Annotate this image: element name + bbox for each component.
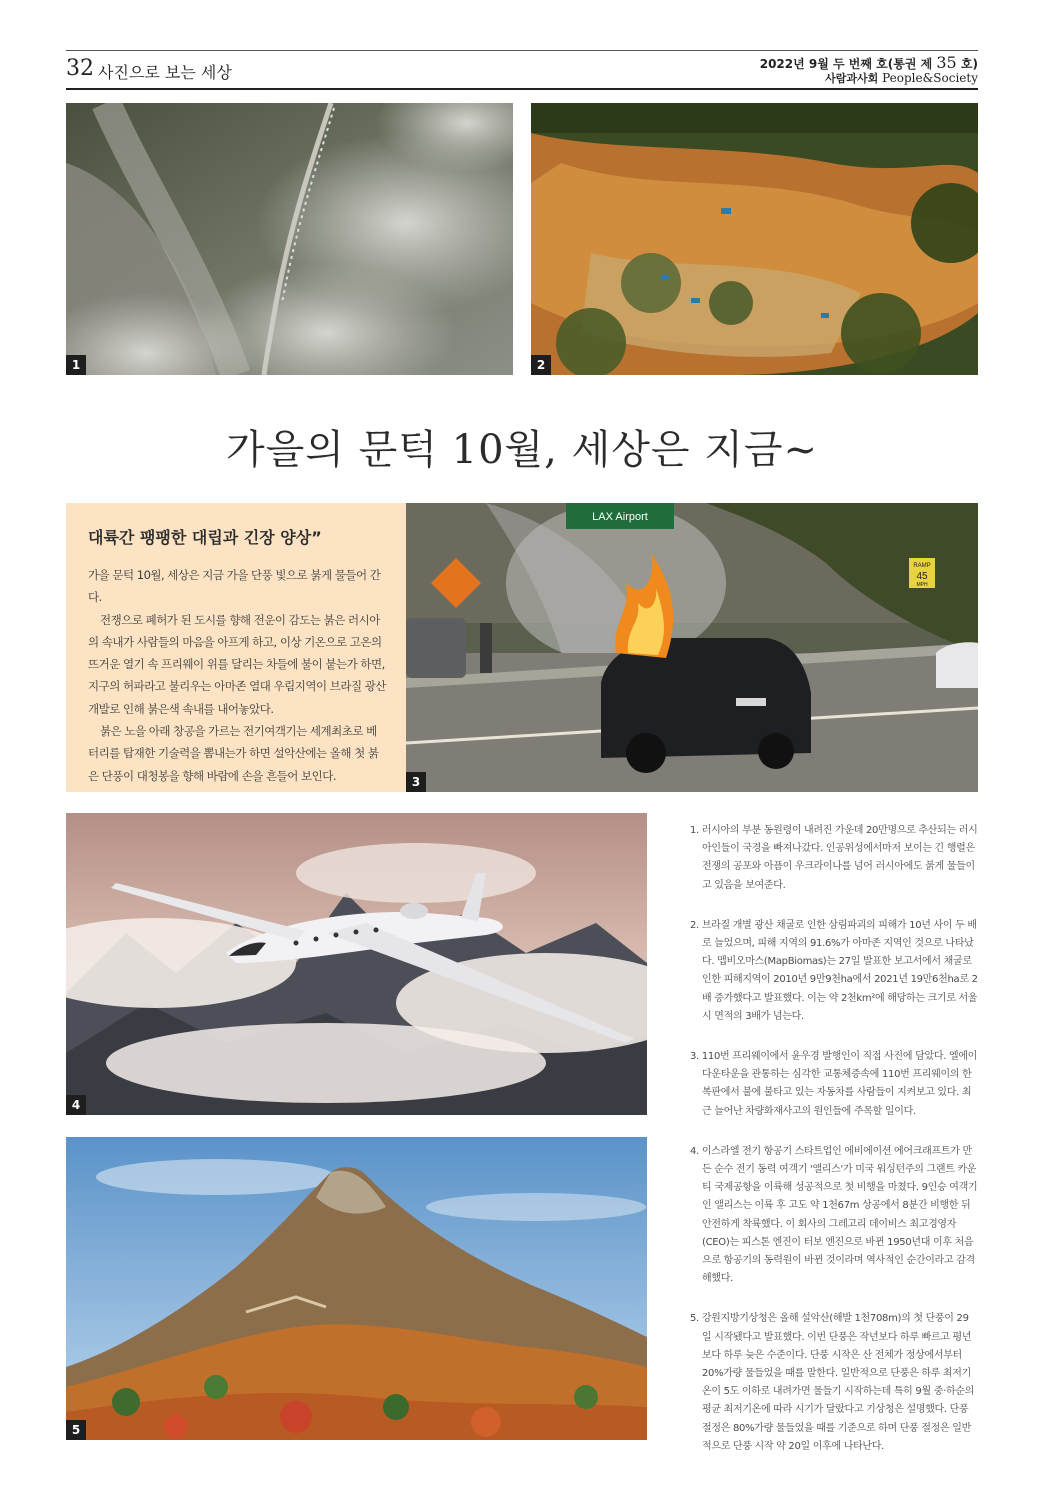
- issue-number: 35: [936, 53, 957, 72]
- headline: 가을의 문턱 10월, 세상은 지금~: [225, 427, 819, 473]
- caption-item: 4. 이스라엘 전기 항공기 스타트업인 에비에이션 에어크래프트가 만든 순수 전기 동력 여객기 '앨리스'가 미국 워싱턴주의 그랜트 카운티 국제공항을 이륙해 성공적으로 첫 비행을 마쳤다. 9인승 여객기인 앨리스는 이륙 후 고도 약 1천67m 상공에서 8분간 비행한 뒤 안전하게 착륙했다. 이 회사의 그레고리 데이비스 최고경영자(CEO)는 피스톤 엔진이 터보 엔진으로 바뀐 1950년대 이후 처음으로 항공기의 동력원이 바뀐 것이라며 역사적인 순간이라고 감격해했다.: [690, 1145, 978, 1285]
- intro-box: [66, 503, 406, 792]
- publication-ko: 사람과사회: [825, 72, 879, 85]
- photo-electric-plane: [66, 813, 647, 1115]
- photo-satellite-border: [66, 103, 513, 375]
- caption-item: 3. 110번 프리웨이에서 윤우경 발행인이 직접 사진에 담았다. 엘에이 다운타운을 관통하는 심각한 교통체증속에 110번 프리웨이의 한복판에서 불에 불타고 있는 자동차를 사람들이 지켜보고 있다. 최근 늘어난 차량화재사고의 원인들에 주목할 일이다.: [690, 1051, 978, 1117]
- issue-suffix: 호): [960, 57, 978, 71]
- photo-autumn-mountain: [66, 1137, 647, 1440]
- photo-2-badge: 2: [531, 355, 551, 375]
- caption-column: [690, 822, 978, 1478]
- intro-paragraph: 붉은 노을 아래 창공을 가르는 전기여객기는 세계최초로 베터리를 탑재한 기술력을 뽐내는가 하면 설악산에는 올해 첫 붉은 단풍이 대청봉을 향해 바람에 손을 흔들어 보인다.: [88, 724, 379, 783]
- photo-car-fire: [406, 503, 978, 792]
- plane-image: [66, 813, 647, 1115]
- caption-item: 2. 브라질 개별 광산 채굴로 인한 삼림파괴의 피해가 10년 사이 두 배로 늘었으며, 피해 지역의 91.6%가 아마존 지역인 것으로 나타났다. 맵비오마스(MapBiomas)는 27일 발표한 보고서에서 채굴로 인한 피해지역이 2010년 9만9천ha에서 2021년 19만6천ha로 2배 증가했다고 발표했다. 이는 약 2천km²에 해당하는 크기로 서울시 면적의 3배가 넘는다.: [690, 919, 978, 1022]
- sign-mph-text: MPH: [916, 582, 928, 588]
- photo-4-badge: 4: [66, 1095, 86, 1115]
- intro-title: 대륙간 팽팽한 대립과 긴장 양상”: [88, 528, 322, 547]
- header-top-rule: [66, 50, 978, 51]
- car-fire-image: [406, 503, 978, 792]
- sign-ramp-text: RAMP: [913, 563, 931, 569]
- photo-3-badge: 3: [406, 772, 426, 792]
- issue-prefix: 2022년 9월 두 번째 호(통권 제: [759, 57, 933, 71]
- caption-item: 5. 강원지방기상청은 올해 설악산(해발 1천708m)의 첫 단풍이 29일 시작됐다고 발표했다. 이번 단풍은 작년보다 하루 빠르고 평년보다 하루 늦은 수준이다. 단풍 시작은 산 전체가 정상에서부터 20%가량 물들었을 때를 말한다. 일반적으로 단풍은 하루 최저기온이 5도 이하로 내려가면 물들기 시작하는데 특히 9월 중·하순의 평균 최저기온에 따라 시기가 달랐다고 기상청은 설명했다. 단풍 절정은 80%가량 물들었을 때를 기준으로 하며 단풍 절정은 일반적으로 단풍 시작 약 20일 이후에 나타난다.: [690, 1313, 975, 1452]
- caption-item: 1. 러시아의 부분 동원령이 내려진 가운데 20만명으로 추산되는 러시아인들이 국경을 빠져나갔다. 인공위성에서마저 보이는 긴 행렬은 전쟁의 공포와 아픔이 우크라이나를 넘어 러시아에도 붉게 물들이고 있음을 보여준다.: [690, 825, 978, 891]
- mountain-image: [66, 1137, 647, 1440]
- page-number: 32: [66, 56, 94, 81]
- mining-image: [531, 103, 978, 375]
- header-bottom-rule: [66, 88, 978, 90]
- photo-5-badge: 5: [66, 1420, 86, 1440]
- photo-1-badge: 1: [66, 355, 86, 375]
- intro-paragraph: 전쟁으로 폐허가 된 도시를 향해 전운이 감도는 붉은 러시아의 속내가 사람들의 마음을 아프게 하고, 이상 기온으로 고온의 뜨거운 열기 속 프리웨이 위를 달리는 차들에 불이 붙는가 하면, 지구의 허파라고 불리우는 아마존 열대 우림지역이 브라질 광산 개발로 인해 붉은색 속내를 내어놓았다.: [88, 612, 386, 716]
- section-title: 사진으로 보는 세상: [98, 63, 232, 82]
- publication-name: [825, 70, 978, 86]
- sign-exit-text: LAX Airport: [592, 511, 648, 523]
- publication-en: People&Society: [882, 71, 978, 85]
- sign-speed-text: 45: [916, 571, 928, 582]
- photo-mining: [531, 103, 978, 375]
- satellite-image: [66, 103, 513, 375]
- intro-paragraph: 가을 문턱 10월, 세상은 지금 가을 단풍 빛으로 붉게 물들어 간다.: [88, 568, 381, 605]
